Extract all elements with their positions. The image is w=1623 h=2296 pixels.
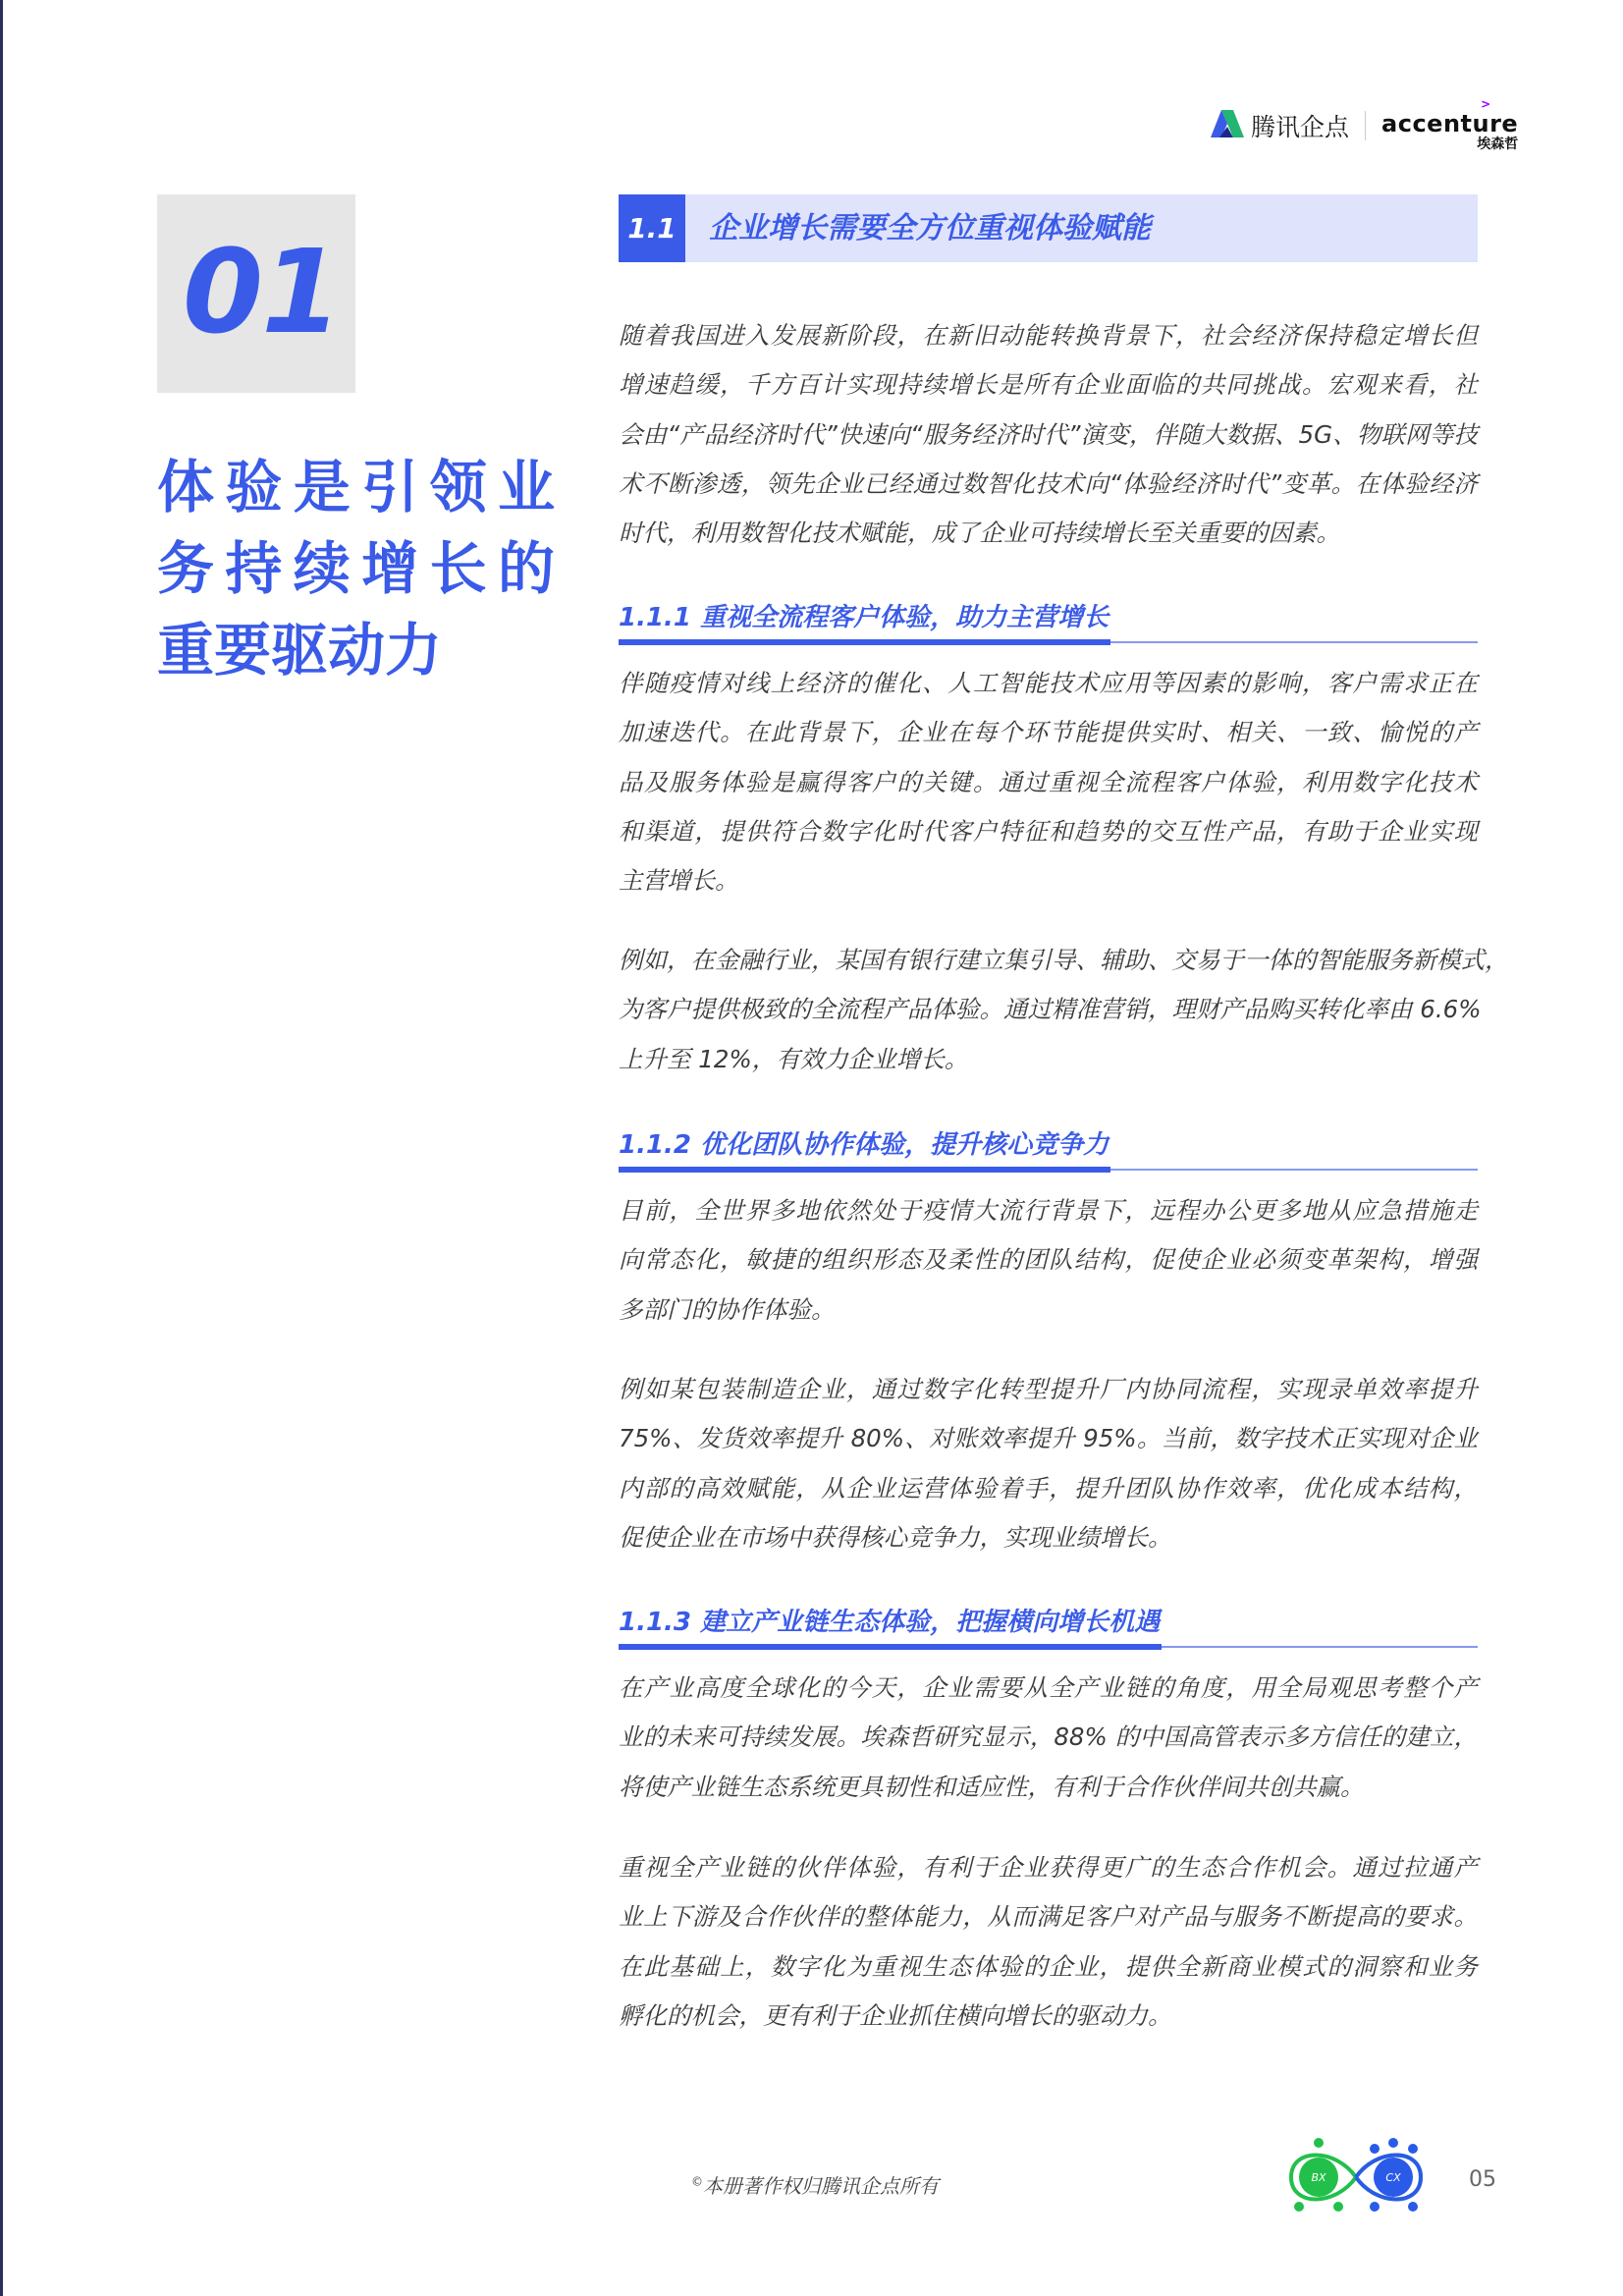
text-line: 多部门的协作体验。 [619,1294,836,1324]
logo-divider [1365,111,1366,140]
copyright-text: 本册著作权归腾讯企点所有 [703,2174,939,2198]
brand-name: 腾讯企点 [1251,113,1350,141]
paragraph [619,1843,1478,2041]
text-line: 品及服务体验是赢得客户的关键。通过重视全流程客户体验，利用数字化技术 [619,767,1478,796]
text-line: 例如某包装制造企业，通过数字化转型提升厂内协同流程，实现录单效率提升 [619,1375,1478,1403]
paragraph [619,1365,1478,1562]
text-line: 将使产业链生态系统更具韧性和适应性，有利于合作伙伴间共创共赢。 [619,1772,1365,1801]
header-logos [1210,96,1518,155]
tencent-qidian-logo-icon [1210,109,1245,142]
text-line: 75%、发货效率提升 80%、对账效率提升 95%。当前，数字技术正实现对企业 [619,1424,1478,1453]
bx-cx-infinity-logo-icon [1281,2133,1431,2225]
text-line: 在产业高度全球化的今天，企业需要从全产业链的角度，用全局观思考整个产 [619,1673,1478,1702]
text-line: 主营增长。 [619,866,739,896]
text-line: 业的未来可持续发展。埃森哲研究显示，88% 的中国高管表示多方信任的建立， [619,1722,1478,1752]
section-title: 企业增长需要全方位重视体验赋能 [709,211,1151,246]
subsection-title: 1.1.3 建立产业链生态体验，把握横向增长机遇 [619,1601,1162,1650]
chapter-title-line: 重要驱动力 [157,617,443,683]
text-line: 目前，全世界多地依然处于疫情大流行背景下，远程办公更多地从应急措施走 [619,1196,1478,1225]
text-line: 伴随疫情对线上经济的催化、人工智能技术应用等因素的影响，客户需求正在 [619,669,1478,697]
text-line: 会由“产品经济时代”快速向“服务经济时代”演变，伴随大数据、5G、物联网等技 [619,419,1478,449]
accenture-logo [1381,98,1518,153]
cx-label: CX [1385,2171,1401,2184]
chapter-title [157,447,555,691]
paragraph [619,1186,1478,1335]
page-number: 05 [1469,2167,1496,2192]
text-line: 内部的高效赋能，从企业运营体验着手，提升团队协作效率，优化成本结构， [619,1473,1478,1503]
subsection-title: 1.1.2 优化团队协作体验，提升核心竞争力 [619,1123,1110,1173]
partner-name-cn: 埃森哲 [1477,137,1519,152]
subsection-title: 1.1.1 重视全流程客户体验，助力主营增长 [619,596,1110,645]
bx-label: BX [1311,2171,1326,2184]
paragraph [619,1664,1478,1812]
subsection-heading-1-1-2 [619,1120,1478,1171]
subsection-heading-1-1-1 [619,592,1478,643]
text-line: 术不断渗透，领先企业已经通过数智化技术向“体验经济时代”变革。在体验经济 [619,468,1478,498]
text-line: 增速趋缓，千方百计实现持续增长是所有企业面临的共同挑战。宏观来看，社 [619,370,1478,400]
page-edge-line [0,0,3,2296]
section-header [619,194,1478,262]
partner-name-en: accenture [1381,110,1519,137]
paragraph [619,659,1478,905]
chapter-number: 01 [183,224,341,359]
accenture-chevron-icon: > [1481,97,1491,111]
text-line: 和渠道，提供符合数字化时代客户特征和趋势的交互性产品，有助于企业实现 [619,816,1478,846]
text-line: 在此基础上，数字化为重视生态体验的企业，提供全新商业模式的洞察和业务 [619,1951,1478,1981]
text-line: 重视全产业链的伙伴体验，有利于企业获得更广的生态合作机会。通过拉通产 [619,1853,1478,1882]
paragraph [619,936,1509,1084]
chapter-title-line: 体验是引领业 [157,454,555,520]
text-line: 加速迭代。在此背景下，企业在每个环节能提供实时、相关、一致、愉悦的产 [619,718,1478,747]
subsection-heading-1-1-3 [619,1597,1478,1648]
text-line: 向常态化，敏捷的组织形态及柔性的团队结构，促使企业必须变革架构，增强 [619,1245,1478,1275]
text-line: 例如，在金融行业，某国有银行建立集引导、辅助、交易于一体的智能服务新模式， [619,946,1509,974]
copyright-notice [691,2170,939,2199]
text-line: 为客户提供极致的全流程产品体验。通过精准营销，理财产品购买转化率由 6.6% [619,995,1482,1024]
chapter-title-line: 务持续增长的 [157,535,555,602]
text-line: 孵化的机会，更有利于企业抓住横向增长的驱动力。 [619,2000,1172,2030]
text-line: 上升至 12%，有效力企业增长。 [619,1044,969,1073]
text-line: 时代，利用数智化技术赋能，成了企业可持续增长至关重要的因素。 [619,519,1340,548]
text-line: 促使企业在市场中获得核心竞争力，实现业绩增长。 [619,1522,1172,1552]
copyright-symbol: © [691,2174,703,2189]
intro-paragraph [619,311,1478,558]
text-line: 业上下游及合作伙伴的整体能力，从而满足客户对产品与服务不断提高的要求。 [619,1902,1478,1932]
section-number: 1.1 [619,194,685,262]
text-line: 随着我国进入发展新阶段，在新旧动能转换背景下，社会经济保持稳定增长但 [619,321,1478,350]
chapter-number-box [157,194,355,393]
